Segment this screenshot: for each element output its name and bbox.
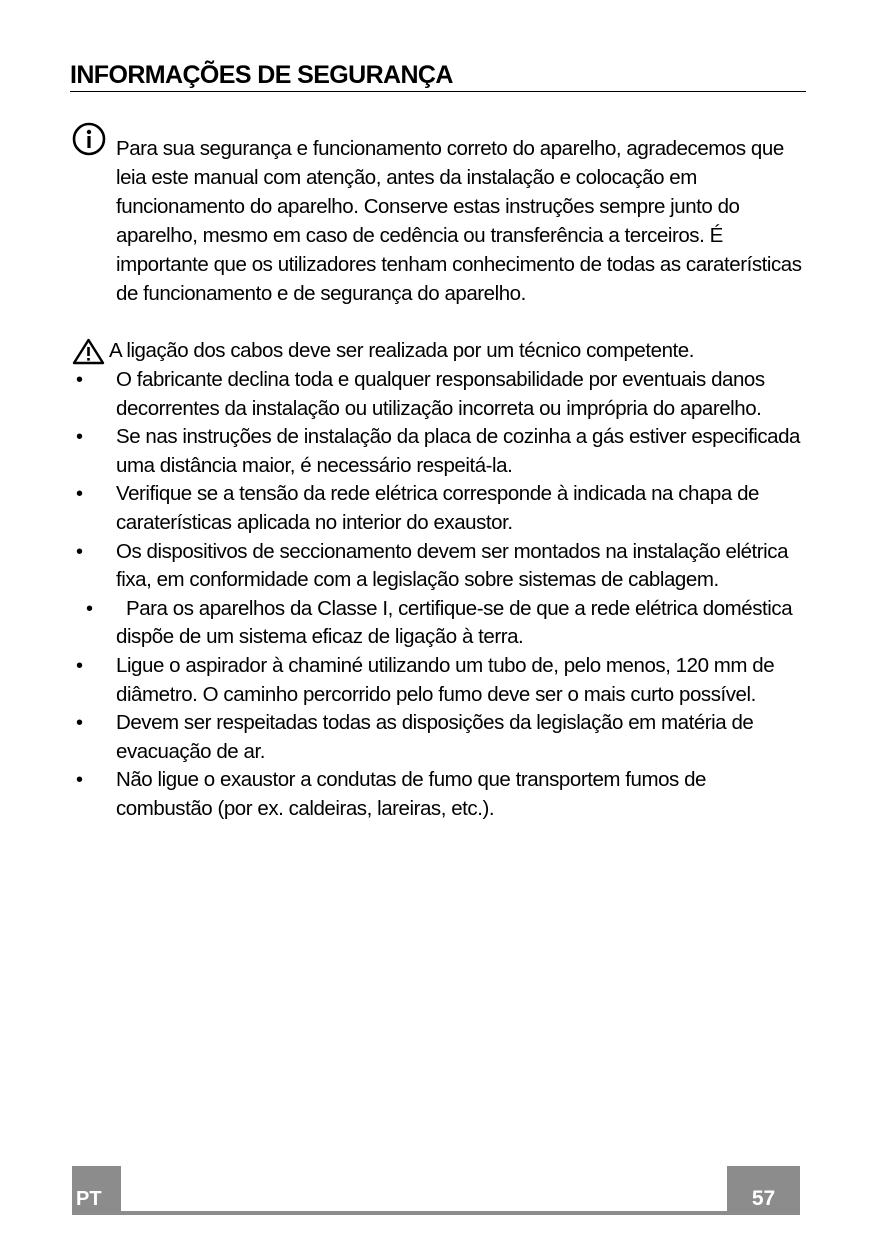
footer-language-label: PT bbox=[76, 1188, 102, 1210]
list-item: • Ligue o aspirador à chaminé utilizando um tubo de, pelo menos, 120 mm de diâmetro. O caminho percorrido pelo fumo deve ser o mais curto possível. bbox=[72, 652, 807, 709]
info-text: Para sua segurança e funcionamento correto do aparelho, agradecemos que leia este manual com atenção, antes da instalação e colocação em funcionamento do aparelho. Conserve estas instruções sempre junto do aparelho, mesmo em caso de cedência ou transferência a terceiros. É importante que os utilizadores tenham conhecimento de todas as caraterísticas de funcionamento e de segurança do aparelho. bbox=[116, 137, 802, 305]
footer-divider bbox=[121, 1211, 727, 1215]
page-number: 57 bbox=[751, 1187, 776, 1210]
list-item: • Verifique se a tensão da rede elétrica corresponde à indicada na chapa de caraterísticas aplicada no interior do exaustor. bbox=[72, 480, 807, 537]
page-title: INFORMAÇÕES DE SEGURANÇA bbox=[70, 60, 806, 92]
footer-language-tab bbox=[72, 1166, 121, 1215]
list-item: • O fabricante declina toda e qualquer responsabilidade por eventuais danos decorrentes da instalação ou utilização incorreta ou imprópria do aparelho. bbox=[72, 366, 807, 423]
list-item: • Os dispositivos de seccionamento devem ser montados na instalação elétrica fixa, em conformidade com a legislação sobre sistemas de cablagem. bbox=[72, 538, 807, 595]
list-item: • Se nas instruções de instalação da placa de cozinha a gás estiver especificada uma distância maior, é necessário respeitá-la. bbox=[72, 423, 807, 480]
footer-page-tab bbox=[727, 1166, 800, 1215]
info-notice bbox=[72, 122, 812, 308]
warning-notice bbox=[72, 336, 812, 365]
list-item: • Não ligue o exaustor a condutas de fumo que transportem fumos de combustão (por ex. caldeiras, lareiras, etc.). bbox=[72, 766, 807, 823]
warning-text: A ligação dos cabos deve ser realizada por um técnico competente. bbox=[109, 339, 694, 362]
safety-bullet-list bbox=[72, 366, 807, 824]
list-item: • Devem ser respeitadas todas as disposições da legislação em matéria de evacuação de ar. bbox=[72, 709, 807, 766]
list-item: • Para os aparelhos da Classe I, certifique-se de que a rede elétrica doméstica dispõe de um sistema eficaz de ligação à terra. bbox=[72, 595, 807, 652]
warning-triangle-icon bbox=[72, 338, 105, 365]
info-circle-icon bbox=[72, 122, 106, 156]
